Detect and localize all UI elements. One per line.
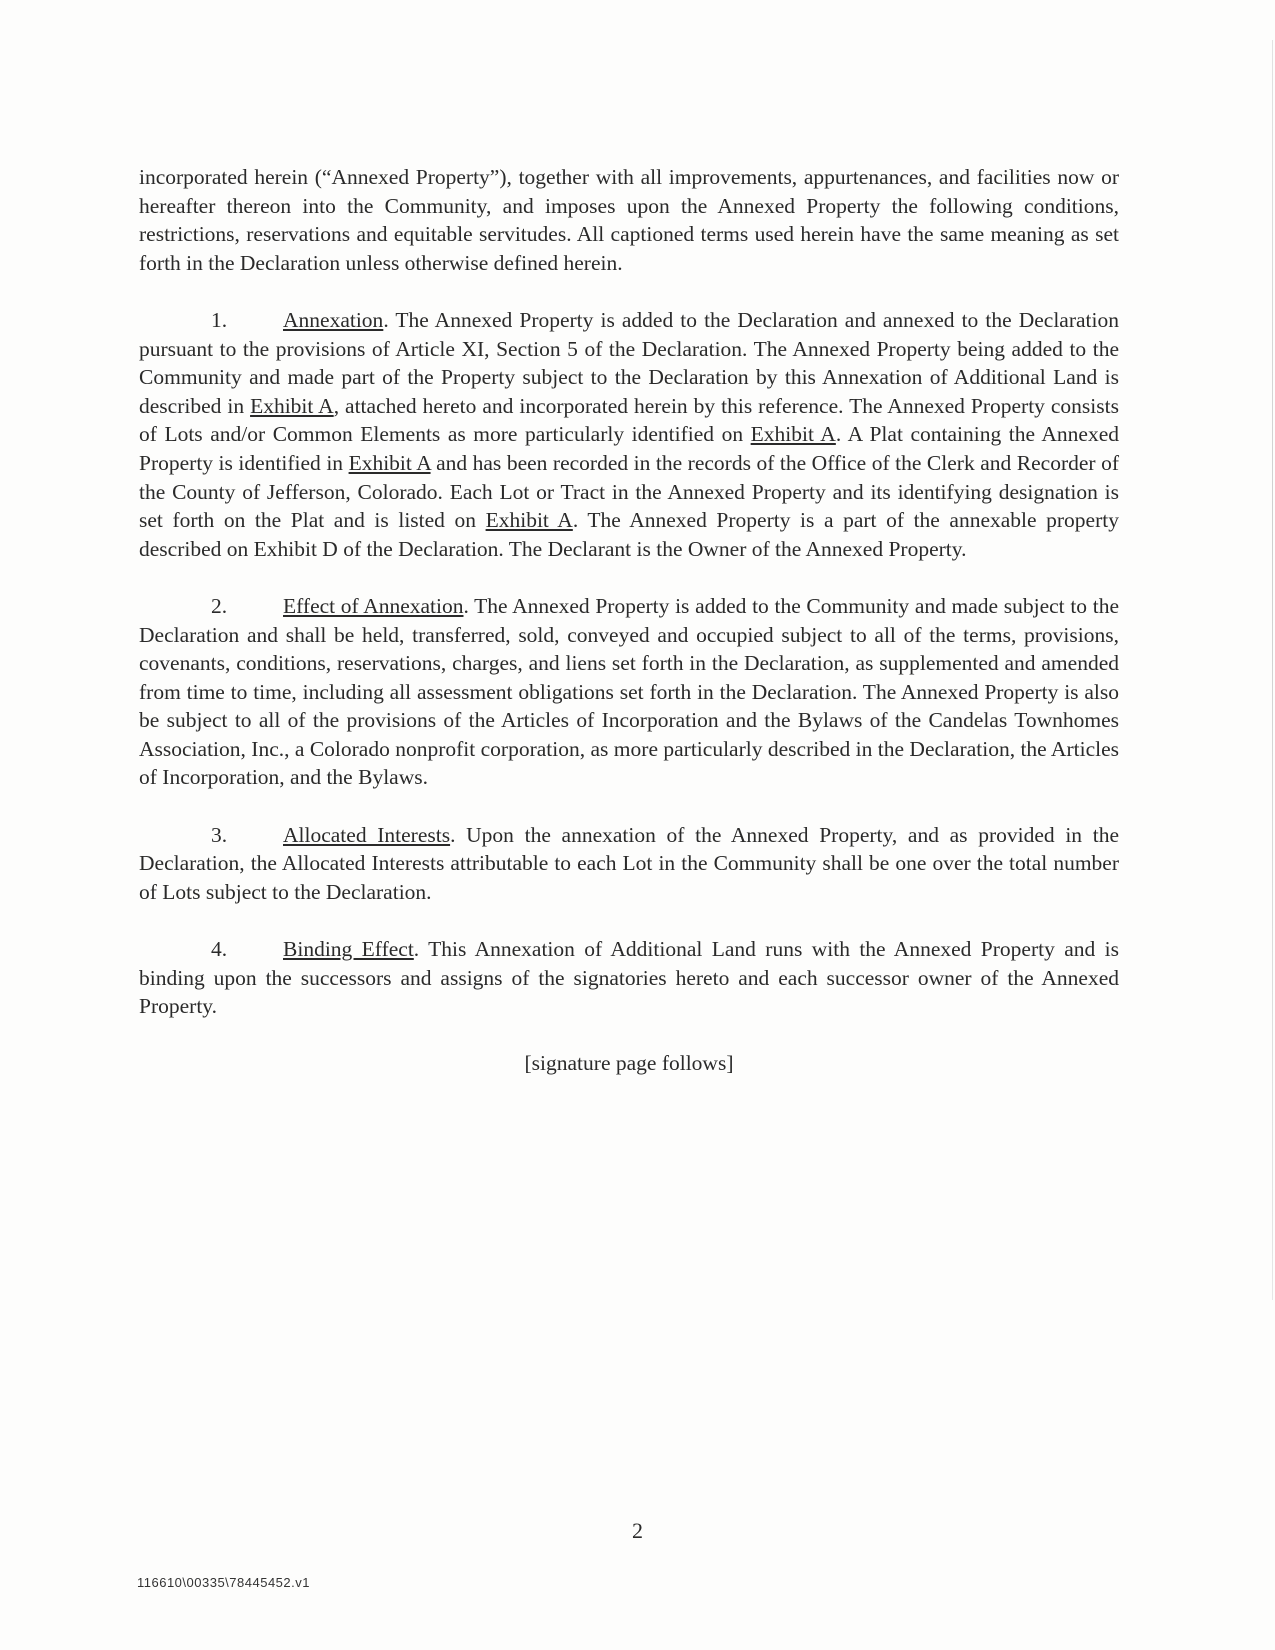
section-number: 3. <box>211 822 228 847</box>
section-text-run: . The Annexed Property is a part of the annexable property described on Exhibit D of the Declaration. The Declarant is the Owner of the Annexed Property. <box>139 508 1119 561</box>
section-paragraph <box>139 935 1119 1021</box>
section-heading: Binding Effect <box>283 937 414 962</box>
section-number: 1. <box>211 307 228 332</box>
section-text <box>139 594 1119 790</box>
section-paragraph <box>139 592 1119 792</box>
document-id: 116610\00335\78445452.v1 <box>137 1575 310 1590</box>
exhibit-reference: Exhibit A <box>250 393 334 418</box>
section-heading: Allocated Interests <box>283 822 451 847</box>
page-number: 2 <box>632 1518 643 1543</box>
section-text-run: Upon the annexation of the Annexed Property, and as provided in the Declaration, the Allocated Interests attributable to each Lot in the Community shall be one over the total number of Lots subject to the Declaration. <box>139 822 1119 904</box>
section-number: 4. <box>211 937 228 962</box>
scan-edge-line <box>1272 40 1273 1300</box>
section-text-run: , attached hereto and incorporated herein by this reference. The Annexed Property consists of Lots and/or Common Elements as more particularly identified on <box>139 393 1119 447</box>
section-text-run: The Annexed Property is added to the Declaration and annexed to the Declaration pursuant to the provisions of Article XI, Section 5 of the Declaration. The Annexed Property being added to the Community and made part of the Property subject to the Declaration by this Annexation of Additional Land is described in <box>139 307 1119 418</box>
section-text-run: This Annexation of Additional Land runs with the Annexed Property and is binding upon the successors and assigns of the signatories hereto and each successor owner of the Annexed Property. <box>139 937 1119 1019</box>
document-body <box>139 163 1119 1107</box>
section-number: 2. <box>211 593 228 618</box>
section-paragraph <box>139 306 1119 563</box>
section-paragraph <box>139 821 1119 907</box>
exhibit-reference: Exhibit A <box>485 508 573 533</box>
section-text-run: . A Plat containing the Annexed Property is identified in <box>139 422 1119 475</box>
signature-note: [signature page follows] <box>524 1051 734 1076</box>
section-text-run: The Annexed Property is added to the Community and made subject to the Declaration and shall be held, transferred, sold, conveyed and occupied subject to all of the terms, provisions, covenants, conditions, reservations, charges, and liens set forth in the Declaration, as supplemented and amended from time to time, including all assessment obligations set forth in the Declaration. The Annexed Property is also be subject to all of the provisions of the Articles of Incorporation and the Bylaws of the Candelas Townhomes Association, Inc., a Colorado nonprofit corporation, as more particularly described in the Declaration, the Articles of Incorporation, and the Bylaws. <box>139 593 1119 790</box>
section-heading-punct: . <box>450 822 456 847</box>
section-heading-punct: . <box>383 307 389 332</box>
section-text-run: and has been recorded in the records of the Office of the Clerk and Recorder of the County of Jefferson, Colorado. Each Lot or Tract in the Annexed Property and its identifying designation is set forth on the Plat and is listed on <box>139 450 1119 533</box>
section-heading-punct: . <box>413 937 420 962</box>
section-heading-punct: . <box>463 593 469 618</box>
intro-paragraph: incorporated herein (“Annexed Property”), together with all improvements, appurtenances, and facilities now or hereafter thereon into the Community, and imposes upon the Annexed Property the following conditions, restrictions, reservations and equitable servitudes. All captioned terms used herein have the same meaning as set forth in the Declaration unless otherwise defined herein. <box>139 165 1119 275</box>
section-heading: Effect of Annexation <box>283 593 464 618</box>
exhibit-reference: Exhibit A <box>348 450 431 475</box>
section-heading: Annexation <box>283 307 384 332</box>
exhibit-reference: Exhibit A <box>750 422 836 447</box>
section-text <box>139 308 1119 561</box>
